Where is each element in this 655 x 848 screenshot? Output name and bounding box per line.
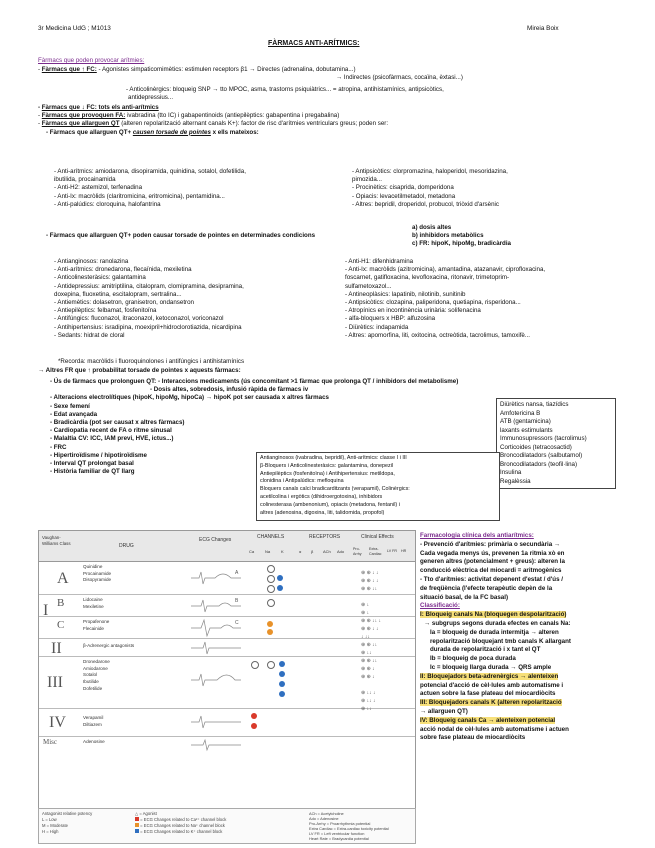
th-clinical: Clinical Effects <box>361 534 394 540</box>
legend-potency: Antagonist relative potency L = Low M = Moderate H = High <box>42 811 93 835</box>
class-label: I <box>43 602 49 619</box>
list-item: Broncodilatadors (teofil·lina) <box>500 460 578 468</box>
class-line: Ic = bloqueig llarga durada → QRS ample <box>430 663 552 671</box>
class-line: actuen sobre la fase plateau del miocardiòcits <box>420 690 556 698</box>
list-item: Bloquers canals calci bradicarditzants (verapamil), Colinèrgics: <box>260 486 410 493</box>
th-sub-ado: Ado <box>337 549 345 554</box>
list-item: - Antipsicòtics: clorpromazina, haloperidol, mesoridazina, <box>352 168 508 175</box>
class-line: Ib = bloqueig de poca durada <box>430 655 516 663</box>
clin-line: conducció elèctrica del miocardi = aritmogènics <box>420 567 562 575</box>
list-item: Immunosupressors (tacrolimus) <box>500 435 587 443</box>
list-item: altres (adenosina, digoxina, liti, talidomida, propofol) <box>260 509 385 516</box>
cond-line: - Fàrmacs que allarguen QT+ poden causar torsade de pointes en determinades condicions <box>46 232 316 239</box>
class-line: durada de repolarització i x tant el QT <box>430 646 541 654</box>
cond-right-list <box>345 258 545 340</box>
qt-text: (alteren repolarització alternant canals K+): factor de risc d'arítmies ventriculars greus; poden ser: <box>121 120 389 128</box>
class-line: IV: Bloqueig canals Ca → alenteixen potencial <box>420 716 556 724</box>
th-sub-proarrhy: Pro-Arrhy <box>353 547 362 556</box>
class-label: Misc <box>43 738 57 746</box>
ca-channel-dot <box>251 713 257 719</box>
list-item: - Malaltia CV: ICC, IAM previ, HVE, ictus...) <box>50 435 174 443</box>
list-item: laxants estimulants <box>500 426 553 434</box>
diuretics-box <box>496 398 616 489</box>
na-channel-dot <box>267 565 275 573</box>
class-line: sobre fase plateau de miocardiòcits <box>420 734 526 742</box>
list-item: - Interval QT prolongat basal <box>50 459 134 467</box>
class-label: III <box>47 674 63 691</box>
th-channels: CHANNELS <box>257 534 285 540</box>
list-item: - Anti-palúdics: cloroquina, halofantrina <box>54 200 161 208</box>
list-item: - Diürètics: indapamida <box>345 323 409 331</box>
class-line: I: Bloqueig canals Na (bloquegen despolarització) <box>420 611 567 619</box>
list-item: ibutilida, procainamida <box>54 176 116 184</box>
clin-line: Cada vegada menys ús, prevenen 1a ritmia xò en <box>420 549 565 557</box>
cond-b: b) inhibidors metabòlics <box>412 232 484 240</box>
drug-list: Quinidine Procainamide Disopyramide <box>83 564 112 583</box>
class-label: II <box>51 640 62 657</box>
ca-channel-dot <box>251 723 257 729</box>
sure-left-list <box>54 168 246 209</box>
na-channel-dot <box>267 599 275 607</box>
clin-title: Farmacologia clínica dels antiarítmics: <box>420 532 534 539</box>
list-item: - Anti-H2: astemizol, terfenadina <box>54 184 143 192</box>
na-channel-dot <box>267 629 273 635</box>
th-ecg: ECG Changes <box>199 537 232 543</box>
list-item: - alfa-bloquers x HBP: alfuzosina <box>345 315 436 323</box>
th-sub-lvfr: LV FR <box>387 549 397 553</box>
class-title: Classificació: <box>420 602 460 610</box>
table-legend <box>38 808 416 844</box>
list-item: Amfotericina B <box>500 409 541 417</box>
na-channel-dot <box>267 661 275 669</box>
list-item: clonidina i Antipalúdics: mefloquina <box>260 478 344 485</box>
list-item: - Anti-Ix: macròlids (azitromicina), amantadina, atazanavir, ciprofloxacina, <box>345 266 546 274</box>
list-item: - Alteracions electrolítiques (hipoK, hipoMg, hipoCa) → hipoK pot ser causada x altres fàrmacs <box>50 394 329 402</box>
th-sub-na: Na <box>265 549 271 554</box>
list-item: - Història familiar de QT llarg <box>50 468 135 476</box>
list-item: ATB (gentamicina) <box>500 418 551 426</box>
list-item: - Antianginosos: ranolazina <box>54 258 129 265</box>
drug-list: Adenosine <box>83 739 105 744</box>
svg-text:B: B <box>235 598 239 604</box>
class-label: B <box>57 597 65 609</box>
list-item: - Antiemètics: dolasetron, granisetron, ondansetron <box>54 298 194 306</box>
list-item: foscarnet, gatifloxacina, levofloxacina, ritonavir, trimetoprim- <box>345 274 510 282</box>
class-line: repolarització bloquejant tmb canals K allargant <box>430 637 571 645</box>
list-item: - Antidepressius: amitriptilina, citalopram, clomipramina, desipramina, <box>54 282 244 290</box>
header-course: 3r Medicina UdG ; M1013 <box>38 25 111 32</box>
th-sub-k: K <box>281 549 284 554</box>
fc-up-line: - Agonistes simpaticomimètics: estimulen receptors β1 → Directes (adrenalina, dobutamina...) <box>98 66 356 74</box>
list-item: - Altres: bepridil, droperidol, probucol, triòxid d'arsènic <box>352 200 500 208</box>
list-item: - Opiacis: levacetilmetadol, metadona <box>352 192 456 200</box>
na-channel-dot <box>267 621 273 627</box>
k-channel-dot <box>279 661 285 667</box>
cond-c: c) FR: hipoK, hipoMg, bradicàrdia <box>412 240 511 248</box>
list-item: - Hipertiroïdisme / hipotiroïdisme <box>50 451 147 459</box>
list-item: - Anti-H1: difenhidramina <box>345 258 414 265</box>
list-item: - Anti-arítmics: dronedarona, flecaïnida, mexiletina <box>54 266 192 274</box>
list-item: - Anticolinesteràsics: galantamina <box>54 274 146 282</box>
fc-up-line-3: - Anticolinèrgics: bloqueig SNP → tto MPOC, asma, trastorns psiquiàtrics... = atropina, antihistamínics, antipsicòtics, <box>126 85 444 93</box>
th-sub-hr: HR <box>401 549 407 553</box>
k-channel-dot <box>279 691 285 697</box>
list-item: - Sexe femení <box>50 402 90 410</box>
list-item: Diürètics nansa, tiazídics <box>500 401 569 408</box>
qt-label: Fàrmacs que allarguen QT <box>41 120 120 128</box>
fc-up-label: Fàrmacs que ↑ FC: <box>41 66 97 74</box>
ca-channel-dot <box>251 661 259 669</box>
th-sub-beta: β <box>311 549 314 554</box>
drug-list: Dronedarone Amiodarone Sotalol Ibutilide Dofetilide <box>83 659 110 691</box>
vaughan-williams-table <box>38 530 416 822</box>
th-receptors: RECEPTORS <box>309 534 341 540</box>
list-item: - Antiepilèptics: felbamat, fosfenitoïna <box>54 307 157 315</box>
drug-list: Propafenone Flecainide <box>83 619 110 631</box>
list-item: - Antipsicòtics: clozapina, paliperidona, quetiapina, risperidona... <box>345 298 521 306</box>
list-item: - Edat avançada <box>50 410 98 418</box>
list-item: - Altres: apomorfina, liti, oxitocina, octreòtida, tacrolimus, tamoxifè... <box>345 331 531 339</box>
list-item: Insulina <box>500 469 522 477</box>
list-item: - Cardiopatia recent de FA o ritme sinusal <box>50 427 172 435</box>
k-channel-dot <box>277 585 283 591</box>
clin-line: generen altres (potencialment + greus): alteren la <box>420 558 565 566</box>
list-item: β-Bloquers i Anticolinesteràsics: galantamina, donepezil <box>260 462 394 469</box>
list-item: Antiepilèptics (fosfenitoïna) i Antihipertensius: metildopa, <box>260 470 395 477</box>
class-line: Ia = bloqueig de durada intermitja → alteren <box>430 628 559 636</box>
clin-line: situació basal, de la FC basal) <box>420 593 509 601</box>
fc-up-line-4: antidepressius... <box>128 93 174 101</box>
legend-symbols: △ = Agonist = ECG Changes related to Ca²⁺ channel block = ECG Changes related to Na⁺ channel block = ECG Changes related to K⁺ channel block <box>135 811 227 835</box>
drug-list: β-Adrenergic antagonists <box>83 643 135 648</box>
list-item: sulfametoxazol... <box>345 282 392 290</box>
qt-sure-pre: - Fàrmacs que allarguen QT+ <box>46 128 133 136</box>
list-item: - Bradicàrdia (pot ser causat x altres fàrmacs) <box>50 418 185 426</box>
class-line: → subgrups segons durada efectes en canals Na: <box>424 619 571 627</box>
cond-a: a) dosis altes <box>412 224 452 231</box>
class-label: A <box>57 570 69 587</box>
cond-box <box>412 224 511 249</box>
qt-sure-post: x ells mateixos: <box>210 128 259 136</box>
list-item: Broncodilatadors (salbutamol) <box>500 452 583 460</box>
list-item: Corticoides (tetracosactid) <box>500 443 572 451</box>
list-item: colinesterasa (ambenonium), opiacis (metadona, fentanil) i <box>260 501 400 508</box>
fa-text: ivabradina (tto IC) i gabapentinoids (antiepilèptics: gabapentina i pregabalina) <box>127 112 340 120</box>
clin-line: de freqüència (l'efecte terapèutic depèn de la <box>420 584 553 592</box>
list-item: - Antineoplàsics: lapatinib, nilotinib, sunitinib <box>345 290 466 298</box>
ecg-waveforms <box>189 562 243 752</box>
recorda-note: *Recorda: macròlids i fluoroquinolones i antifúngics i antihistamínics <box>58 358 245 365</box>
class-line: potencial d'acció de cèl·lules amb automatisme i <box>420 681 564 689</box>
list-item: acetilcolina i ergòtics (dihidroergotoxina), inhibidors <box>260 494 383 501</box>
drug-list: Verapamil Diltiazem <box>83 715 104 727</box>
qt-sure-u: causen torsade de pointes <box>132 128 211 136</box>
table-header <box>39 531 415 562</box>
list-item: - Procinètics: cisaprida, domperidona <box>352 184 454 192</box>
list-item: - Antifúngics: fluconazol, itraconazol, ketoconazol, voriconazol <box>54 315 224 323</box>
class-line: III: Bloquejadors canals K (alteren repolarització <box>420 699 562 707</box>
clin-line: - Prevenció d'arítmies: primària o secundària → <box>420 540 561 548</box>
list-item: - Atropínics en incontinència urinària: solifenacina <box>345 307 481 315</box>
list-item: - Ús de fàrmacs que prolonguen QT: - Interaccions medicaments (ús concomitant >1 fàrmac que prolonga QT / inhibidors del metabolisme) <box>50 378 459 385</box>
cond-left-list <box>54 258 244 340</box>
page-title: FÀRMACS ANTI-ARÍTMICS: <box>268 40 360 47</box>
clin-line: - Tto d'arítmies: activitat depenent d'estat / d'ús / <box>420 575 563 583</box>
class-line: → allarguen QT) <box>420 707 468 715</box>
clinical-pharmacology <box>420 532 620 743</box>
list-item: - Anti-arítmics: amiodarona, disopiramida, quinidina, sotalol, dofetilida, <box>54 168 246 175</box>
na-channel-dot <box>267 575 275 583</box>
section-title: Fàrmacs que poden provocar arítmies: <box>38 57 145 64</box>
list-item: Regalèssia <box>500 477 531 485</box>
na-channel-dot <box>267 585 275 593</box>
list-item: - FRC <box>50 443 67 451</box>
class-line: acció nodal de cèl·lules amb automatisme i actuen <box>420 725 569 733</box>
class-label: C <box>57 619 65 631</box>
th-sub-extra: Extra-Cardiac <box>369 547 382 556</box>
bradycardia-box <box>256 452 500 521</box>
fr-line: → Altres FR que ↑ probabilitat torsade de pointes x aquests fàrmacs: <box>38 367 241 374</box>
svg-text:A: A <box>235 570 239 576</box>
list-item: - Sedants: hidrat de cloral <box>54 331 125 339</box>
fc-up-line-2: → Indirectes (psicofàrmacs, cocaïna, èxtasi...) <box>336 74 463 82</box>
list-item: - Anti-Ix: macròlids (claritromicina, eritromicina), pentamidina... <box>54 192 225 200</box>
k-channel-dot <box>279 671 285 677</box>
list-item: - Antihipertensius: isradipina, moexipril+hidroclorotiazida, nicardipina <box>54 323 242 331</box>
th-sub-alpha: α <box>299 549 302 554</box>
list-item: Antianginosos (ivabradina, bepridil), Anti-arítmics: classe I i III <box>260 455 407 461</box>
fa-label: Fàrmacs que provoquen FA: <box>41 112 126 120</box>
class-label: IV <box>49 714 66 731</box>
section-drugs: Fàrmacs que poden provocar arítmies: - Fàrmacs que ↑ FC: - Agonistes simpaticomimètics: estimulen receptors β1 → Directes (adrenalina, dobutamina...) → Indirectes (psicofàrmacs, cocaïna, èxtasi...) - Anticolinèrgics: bloqueig SNP → tto MPOC, asma, trastorns psiquiàtrics... = atropina, antihistamínics, antipsicòtics, antidepressius... - Fàrmacs que ↓ FC: tots els anti-arítmics - Fàrmacs que provoquen FA: ivabradina (tto IC) i gabapentinoids (antiepilèptics: gabapentina i pregabalina) - Fàrmacs que allarguen QT (alteren repolarització alternant canals K+): factor de risc d'arítmies ventriculars greus; poden ser: - Fàrmacs que allarguen QT+ causen torsade de pointes x ells mateixos: <box>38 57 618 137</box>
fc-down-line: - Fàrmacs que ↓ FC: tots els anti-arítmics <box>38 103 159 111</box>
header-author: Mireia Boix <box>527 25 559 32</box>
svg-text:C: C <box>235 620 239 626</box>
th-sub-ach: ACh <box>323 549 331 554</box>
k-channel-dot <box>279 681 285 687</box>
list-item: pimozida... <box>352 176 382 184</box>
k-channel-dot <box>277 575 283 581</box>
clinical-effects-column: ⊕ ⊕ ↓ ↓ ⊕ ⊕ ↓ ↓ ⊕ ⊕ ↓↓ ⊕ ↓ ⊕ ↓ ⊕ ⊕ ↓↓ ↓ ⊕ ⊕ ↓ ↓ ↓ ↓↓ ⊕ ⊕ ↓↓ ⊕ ↓↓ ⊕ ⊕ ↓↓ ⊕ ⊕ ↓ ⊕ ⊕ ↓ ⊕ ↓↓ ↓ ⊕ ↓↓ ↓ ⊕ ↓↓ <box>361 570 382 712</box>
th-sub-ca: Ca <box>249 549 255 554</box>
legend-abbreviations: ACh = Acetylcholine Ado = Adenosine Pro-Arrhy = Proarrhythmia potential Extra Cardiac = Extra-cardiac toxicity potential LV FR = Left ventricular function Heart Rate = Bradycardia potential <box>309 811 389 842</box>
drug-list: Lidocaine Mexiletine <box>83 597 104 609</box>
class-line: II: Bloquejadors beta-adrenèrgics → alenteixen <box>420 672 559 680</box>
sure-right-list <box>352 168 508 209</box>
th-drug: DRUG <box>119 543 134 549</box>
list-item: - Dosis altes, sobredosis, infusió ràpida de fàrmacs iv <box>150 386 309 394</box>
th-class: Vaughan-Williams Class <box>42 535 71 546</box>
list-item: doxepina, fluoxetina, escitalopram, sertralina... <box>54 290 182 298</box>
